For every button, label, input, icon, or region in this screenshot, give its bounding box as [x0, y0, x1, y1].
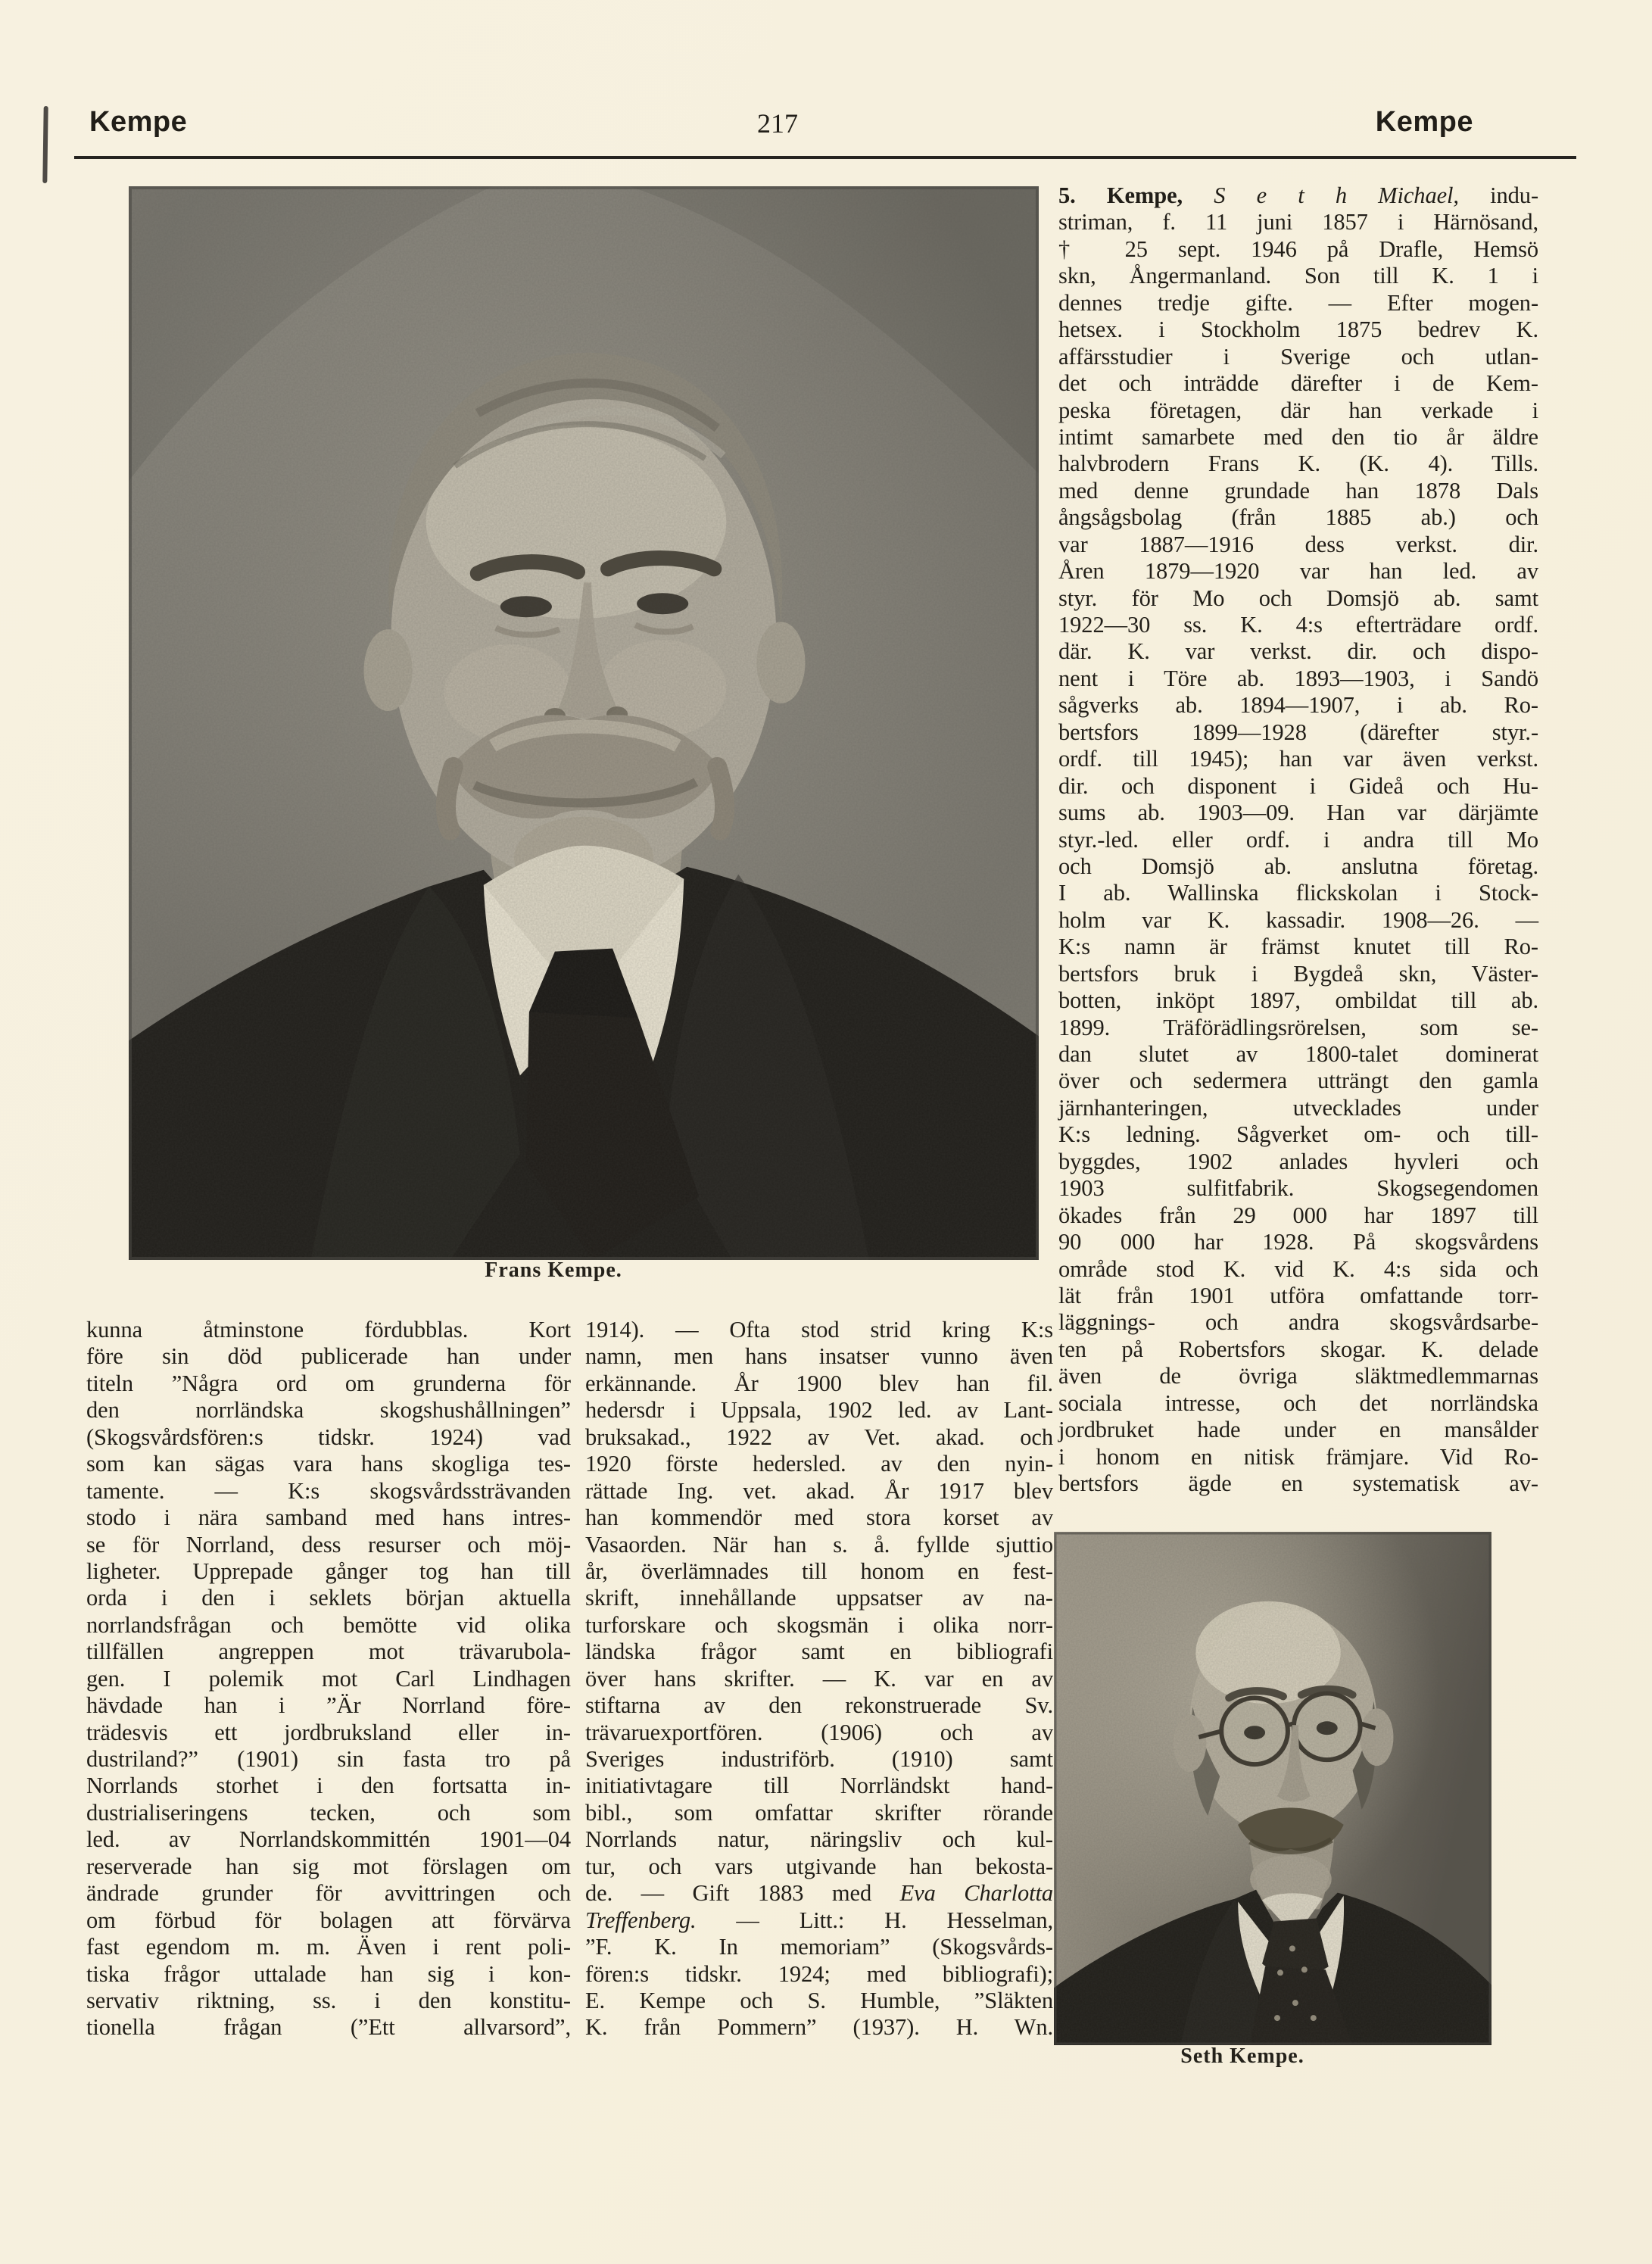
- text-line: ökades från 29 000 har 1897 till: [1058, 1202, 1538, 1228]
- text-line: Norrlands storhet i den fortsatta in-: [86, 1773, 571, 1799]
- text-line: trävaruexportfören. (1906) och av: [585, 1719, 1053, 1745]
- text-line: även de övriga släktmedlemmarnas: [1058, 1363, 1538, 1389]
- running-head-left: Kempe: [89, 106, 188, 138]
- text-line: tamente. — K:s skogsvårdssträvanden: [86, 1477, 571, 1504]
- text-line: lät från 1901 utföra omfattande torr-: [1058, 1282, 1538, 1308]
- text-line: I ab. Wallinska flickskolan i Stock-: [1058, 880, 1538, 906]
- text-line: skrift, innehållande uppsatser av na-: [585, 1585, 1053, 1611]
- text-line: tiska frågor uttalade han sig i kon-: [86, 1960, 571, 1987]
- text-line: järnhanteringen, utvecklades under: [1058, 1094, 1538, 1121]
- text-line: före sin död publicerade han under: [86, 1343, 571, 1370]
- text-line: jordbruket hade under en mansålder: [1058, 1417, 1538, 1443]
- text-line: halvbrodern Frans K. (K. 4). Tills.: [1058, 451, 1538, 477]
- text-line: gen. I polemik mot Carl Lindhagen: [86, 1665, 571, 1692]
- text-line: bertsfors ägde en systematisk av-: [1058, 1470, 1538, 1496]
- text-line: namn, men hans insatser vunno även: [585, 1343, 1053, 1370]
- page-number: 217: [757, 108, 798, 139]
- text-line: intimt samarbete med den tio år äldre: [1058, 423, 1538, 450]
- text-line: affärsstudier i Sverige och utlan-: [1058, 343, 1538, 370]
- text-line: turforskare och skogsmän i olika norr-: [585, 1611, 1053, 1638]
- text-line: som kan sägas vara hans skogliga tes-: [86, 1451, 571, 1477]
- text-line: över hans skrifter. — K. var en av: [585, 1665, 1053, 1692]
- text-line: ångsågsbolag (från 1885 ab.) och: [1058, 504, 1538, 531]
- text-line: 1920 förste hedersled. av den nyin-: [585, 1451, 1053, 1477]
- text-line: fast egendom m. m. Även i rent poli-: [86, 1934, 571, 1960]
- running-head: [0, 106, 1652, 144]
- text-line: reserverade han sig mot förslagen om: [86, 1853, 571, 1879]
- header-rule: [74, 156, 1576, 159]
- text-line: peska företagen, där han verkade i: [1058, 397, 1538, 423]
- text-line: 1903 sulfitfabrik. Skogsegendomen: [1058, 1175, 1538, 1202]
- text-line: 90 000 har 1928. På skogsvårdens: [1058, 1229, 1538, 1255]
- text-line: dir. och disponent i Gideå och Hu-: [1058, 772, 1538, 799]
- text-line: E. Kempe och S. Humble, ”Släkten: [585, 1987, 1053, 2013]
- text-line: läggnings- och andra skogsvårdsarbe-: [1058, 1309, 1538, 1336]
- text-line: † 25 sept. 1946 på Drafle, Hemsö: [1058, 235, 1538, 262]
- text-line: ländska frågor samt en bibliografi: [585, 1639, 1053, 1665]
- seth-kempe-portrait-photo: [1054, 1532, 1491, 2045]
- text-line: dennes tredje gifte. — Efter mogen-: [1058, 289, 1538, 316]
- text-column-right: [1058, 182, 1538, 1497]
- text-line: sågverks ab. 1894—1907, i ab. Ro-: [1058, 692, 1538, 719]
- text-line: Vasaorden. När han s. å. fyllde sjuttio: [585, 1531, 1053, 1558]
- text-line: 1914). — Ofta stod strid kring K:s: [585, 1317, 1053, 1342]
- text-line: striman, f. 11 juni 1857 i Härnösand,: [1058, 209, 1538, 235]
- text-line: rättade Ing. vet. akad. År 1917 blev: [585, 1477, 1053, 1504]
- text-line: dan slutet av 1800-talet dominerat: [1058, 1041, 1538, 1067]
- frans-kempe-portrait-photo: [129, 186, 1039, 1260]
- text-column-middle: [585, 1317, 1053, 2041]
- text-line: bruksakad., 1922 av Vet. akad. och: [585, 1424, 1053, 1450]
- text-line: tillfällen angreppen mot trävarubola-: [86, 1639, 571, 1665]
- text-line: bertsfors 1899—1928 (därefter styr.-: [1058, 719, 1538, 745]
- text-line: om förbud för bolagen att förvärva: [86, 1907, 571, 1933]
- text-column-left: [86, 1317, 571, 2041]
- text-line: styr.-led. eller ordf. i andra till Mo: [1058, 826, 1538, 853]
- text-line: dustrialiseringens tecken, och som: [86, 1799, 571, 1826]
- text-line: sums ab. 1903—09. Han var därjämte: [1058, 800, 1538, 826]
- text-line: 1922—30 ss. K. 4:s efterträdare ordf.: [1058, 612, 1538, 638]
- frans-kempe-caption: Frans Kempe.: [485, 1258, 622, 1282]
- text-line: ten på Robertsfors skogar. K. delade: [1058, 1336, 1538, 1362]
- text-line: där. K. var verkst. dir. och dispo-: [1058, 638, 1538, 665]
- text-line: ordf. till 1945); han var även verkst.: [1058, 746, 1538, 772]
- text-line: kunna åtminstone fördubblas. Kort: [86, 1317, 571, 1342]
- text-line: sociala intresse, och det norrländska: [1058, 1389, 1538, 1416]
- text-line: fören:s tidskr. 1924; med bibliografi);: [585, 1960, 1053, 1987]
- text-line: titeln ”Några ord om grunderna för: [86, 1370, 571, 1396]
- text-line: orda i den i seklets början aktuella: [86, 1585, 571, 1611]
- text-line: Sveriges industriförb. (1910) samt: [585, 1746, 1053, 1772]
- text-line: initiativtagare till Norrländskt hand-: [585, 1773, 1053, 1799]
- text-line: led. av Norrlandskommittén 1901—04: [86, 1826, 571, 1853]
- text-line: botten, inköpt 1897, ombildat till ab.: [1058, 987, 1538, 1014]
- text-line: Åren 1879—1920 var han led. av: [1058, 558, 1538, 585]
- text-line: den norrländska skogshushållningen”: [86, 1397, 571, 1424]
- text-line: de. — Gift 1883 med Eva Charlotta: [585, 1880, 1053, 1907]
- text-line: ligheter. Upprepade gånger tog han till: [86, 1558, 571, 1584]
- text-line: K:s ledning. Sågverket om- och till-: [1058, 1121, 1538, 1148]
- text-line: styr. för Mo och Domsjö ab. samt: [1058, 585, 1538, 611]
- text-line: K. från Pommern” (1937). H. Wn.: [585, 2014, 1053, 2041]
- text-line: stodo i nära samband med hans intres-: [86, 1505, 571, 1531]
- text-line: holm var K. kassadir. 1908—26. —: [1058, 906, 1538, 933]
- text-line: ”F. K. In memoriam” (Skogsvårds-: [585, 1934, 1053, 1960]
- text-line: det och inträdde därefter i de Kem-: [1058, 370, 1538, 397]
- text-line: hävdade han i ”Är Norrland före-: [86, 1692, 571, 1719]
- text-line: tionella frågan (”Ett allvarsord”,: [86, 2014, 571, 2041]
- text-line: 5. Kempe, S e t h Michael, indu-: [1058, 182, 1539, 208]
- text-line: trädesvis ett jordbruksland eller in-: [86, 1719, 571, 1745]
- seth-kempe-portrait-illustration: [1054, 1532, 1491, 2045]
- text-line: tur, och vars utgivande han bekosta-: [585, 1853, 1053, 1879]
- text-line: hetsex. i Stockholm 1875 bedrev K.: [1058, 317, 1538, 343]
- text-line: byggdes, 1902 anlades hyvleri och: [1058, 1148, 1538, 1174]
- text-line: med denne grundade han 1878 Dals: [1058, 477, 1538, 504]
- text-line: han kommendör med stora korset av: [585, 1505, 1053, 1531]
- text-line: nent i Töre ab. 1893—1903, i Sandö: [1058, 665, 1538, 691]
- text-line: bertsfors bruk i Bygdeå skn, Väster-: [1058, 960, 1538, 987]
- text-line: Norrlands natur, näringsliv och kul-: [585, 1826, 1053, 1853]
- text-line: skn, Ångermanland. Son till K. 1 i: [1058, 263, 1538, 289]
- text-line: K:s namn är främst knutet till Ro-: [1058, 934, 1538, 960]
- text-line: se för Norrland, dess resurser och möj-: [86, 1531, 571, 1558]
- text-line: hedersdr i Uppsala, 1902 led. av Lant-: [585, 1397, 1053, 1424]
- text-line: 1899. Träförädlingsrörelsen, som se-: [1058, 1014, 1538, 1040]
- text-line: i honom en nitisk främjare. Vid Ro-: [1058, 1443, 1538, 1470]
- text-line: servativ riktning, ss. i den konstitu-: [86, 1987, 571, 2013]
- text-line: område stod K. vid K. 4:s sida och: [1058, 1255, 1538, 1282]
- text-line: år, överlämnades till honom en fest-: [585, 1558, 1053, 1584]
- text-line: Treffenberg. — Litt.: H. Hesselman,: [585, 1907, 1053, 1933]
- text-line: var 1887—1916 dess verkst. dir.: [1058, 531, 1538, 557]
- text-line: stiftarna av den rekonstruerade Sv.: [585, 1692, 1053, 1719]
- running-head-right: Kempe: [1375, 106, 1473, 138]
- text-line: bibl., som omfattar skrifter rörande: [585, 1799, 1053, 1826]
- text-line: ändrade grunder för avvittringen och: [86, 1880, 571, 1907]
- text-line: och Domsjö ab. anslutna företag.: [1058, 853, 1538, 879]
- text-line: över och sedermera utträngt den gamla: [1058, 1068, 1538, 1094]
- text-line: dustriland?” (1901) sin fasta tro på: [86, 1746, 571, 1772]
- text-line: norrlandsfrågan och bemötte vid olika: [86, 1611, 571, 1638]
- frans-kempe-portrait-illustration: [129, 186, 1039, 1260]
- text-line: (Skogsvårdsfören:s tidskr. 1924) vad: [86, 1424, 571, 1450]
- seth-kempe-caption: Seth Kempe.: [1180, 2044, 1304, 2068]
- text-line: erkännande. År 1900 blev han fil.: [585, 1370, 1053, 1396]
